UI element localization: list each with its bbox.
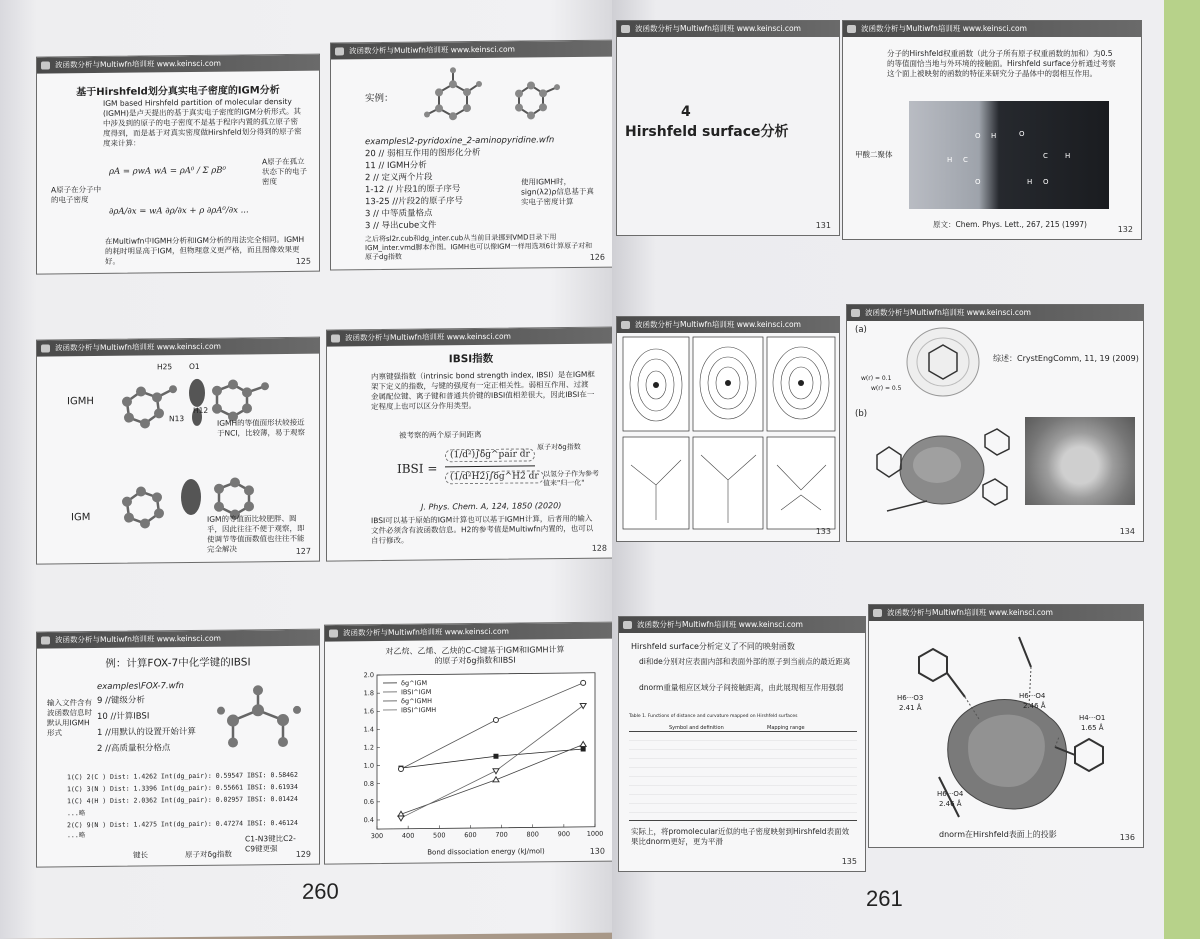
slide-header: 波函数分析与Multiwfn培训班 www.keinsci.com [843,21,1141,37]
data-point [398,766,403,771]
contact-label: H6···O4 [937,790,964,798]
slide-129 [36,629,320,868]
x-tick-label: 700 [495,830,508,839]
slide-header: 波函数分析与Multiwfn培训班 www.keinsci.com [617,21,839,37]
contact-label: H4···O1 [1079,714,1106,722]
slide-header: 波函数分析与Multiwfn培训班 www.keinsci.com [847,305,1143,321]
slide-paragraph: IGM based Hirshfeld partition of molecular density (IGMH)是卢天提出的基于真实电子密度的IGM分析形式。其中涉及到的原子的电子密度不是基于程序内置的孤立原子密度得到，而是基于对真实密度做Hirshfeld划分得到的原子密度来计算： [103,96,302,148]
command-line: examples\FOX-7.wfn [97,681,184,692]
atom-label: O [975,178,981,186]
slide-134 [846,304,1144,542]
slide-number: 129 [295,849,311,859]
slide-header: 波函数分析与Multiwfn培训班 www.keinsci.com [37,630,319,649]
result-row: ...略 [67,831,86,840]
data-point [581,746,586,751]
slide-132 [842,20,1142,240]
reference: J. Phys. Chem. A, 124, 1850 (2020) [421,501,562,512]
x-tick-label: 900 [557,830,571,839]
slide-title: 例：计算FOX-7中化学键的IBSI [105,656,251,670]
slide-131 [616,20,840,236]
molecule-image [419,61,569,133]
contour-plots-image [621,335,837,531]
contact-distance: 1.65 Å [1081,724,1104,732]
slide-number: 132 [1117,225,1133,234]
atom-label-h25: H25 [157,362,173,372]
slide-header: 波函数分析与Multiwfn培训班 www.keinsci.com [37,338,319,357]
slide-paragraph: di和de分别对应表面内部和表面外部的原子到当前点的最近距离 [639,657,851,666]
slide-number: 126 [589,252,605,262]
data-point [581,680,586,685]
command-line: 3 // 中等质量格点 [365,208,433,220]
y-tick-label: 0.4 [363,816,374,825]
hirshfeld-surface-image [909,101,1109,209]
mapping-table [629,731,857,821]
reference: 原文：Chem. Phys. Lett., 267, 215 (1997) [933,220,1087,229]
weight-label: w(r) = 0.1 [861,375,892,382]
side-note: 使用IGMH时，sign(λ2)ρ信息基于真实电子密度计算 [521,177,594,207]
slide-header: 波函数分析与Multiwfn培训班 www.keinsci.com [869,605,1143,621]
slide-number: 133 [815,527,831,536]
table-caption: Table 1. Functions of distance and curvature mapped on Hirshfeld surfaces [629,714,798,719]
contact-distance: 2.41 Å [899,704,922,712]
x-tick-label: 300 [370,831,384,841]
igmh-label: IGMH [67,396,94,408]
y-tick-label: 0.6 [363,797,374,807]
pair-dg-label: 原子对δg指数 [185,849,232,860]
comparison-note: C1-N3键比C2-C9键更强 [245,833,296,854]
contact-distance: 2.46 Å [939,800,962,808]
legend-label: δg^IGM [401,679,428,688]
result-row: ...略 [67,809,86,818]
slide-number: 125 [295,256,311,266]
review-reference: 综述：CrystEngComm, 11, 19 (2009) [993,354,1139,363]
contact-label: H6···O4 [1019,692,1046,700]
slide-header: 波函数分析与Multiwfn培训班 www.keinsci.com [331,41,613,60]
contact-label: H6···O3 [897,694,924,702]
legend-label: IBSI^IGM [401,687,432,697]
command-line: 9 //键级分析 [97,695,145,706]
table-header-definition: Symbol and definition [669,725,724,731]
atom-label-n13: N13 [169,414,185,424]
panel-label-a: (a) [855,325,867,335]
slide-135 [618,616,866,872]
slide-136 [868,604,1144,848]
benzene-surface-image [903,325,983,399]
atom-label: O [975,132,981,140]
igmh-note: IGMH的等值面形状较接近于NCI，比较薄，易于观察 [217,417,306,438]
slide-133 [616,316,840,542]
result-row: 2(C) 9(N ) Dist: 1.4275 Int(dg_pair): 0.47274 IBSI: 0.46124 [67,818,298,830]
slide-paragraph: dnorm重量相应区域分子间接触距离，由此展现相互作用强弱 [639,683,844,692]
slide-number: 131 [815,221,831,230]
h2-reference-label: 以氢分子作为参考值来"归一化" [543,469,599,488]
crystals-photo [1025,417,1135,505]
chapter-number: 4 [681,104,691,120]
slide-title: IBSI指数 [448,352,494,366]
slide-125 [36,54,320,275]
atom-label: C [1043,152,1048,160]
panel-label-b: (b) [855,409,868,419]
contact-distance: 2.46 Å [1023,702,1046,710]
table-header-range: Mapping range [767,725,805,731]
page-number-right: 261 [866,886,903,911]
legend-label: δg^IGMH [401,696,432,706]
page-number-left: 260 [302,878,339,904]
command-line: 1-12 // 片段1的原子序号 [365,184,461,196]
y-tick-label: 1.4 [363,725,374,734]
slide-paragraph: Hirshfeld surface分析定义了不同的映射函数 [631,642,795,651]
result-row: 1(C) 3(N ) Dist: 1.3396 Int(dg_pair): 0.55661 IBSI: 0.61934 [67,782,298,794]
x-axis-label: Bond dissociation energy (kJ/mol) [427,847,545,857]
distance-label: 被考察的两个原子间距离 [399,429,482,440]
atom-label: H [1027,178,1033,186]
slide-paragraph-2: IBSI可以基于原始的IGM计算也可以基于IGMH计算，后者用的输入文件必须含有波函数信息。H2的参考值是Multiwfn内置的，也可以自行修改。 [371,513,594,546]
slide-header: 波函数分析与Multiwfn培训班 www.keinsci.com [619,617,865,633]
input-note: 输入文件含有波函数信息时默认用IGMH形式 [47,698,92,738]
command-line: 3 // 导出cube文件 [365,220,437,232]
slide-header: 波函数分析与Multiwfn培训班 www.keinsci.com [327,328,615,347]
atom-label: H [947,156,953,164]
y-tick-label: 1.8 [363,689,374,698]
x-tick-label: 400 [401,831,415,840]
line-chart [345,667,605,860]
result-row: 1(C) 2(C ) Dist: 1.4262 Int(dg_pair): 0.59547 IBSI: 0.58462 [67,770,298,782]
image-label: 甲酸二聚体 [855,150,893,159]
command-line: 10 //计算IBSI [97,711,150,722]
atom-label: H [1065,152,1071,160]
atom-label-h12: H12 [193,405,209,415]
command-line: 2 // 定义两个片段 [365,172,433,184]
pair-dg-label: 原子对δg指数 [537,442,581,452]
annotation-left: A原子在分子中的电子密度 [51,184,102,205]
slide-number: 135 [841,857,857,866]
bond-length-label: 键长 [133,850,148,860]
slide-paragraph: 内禀键强指数（intrinsic bond strength index, IBSI）是在IGM框架下定义的指数，与键的强度有一定正相关性。弱相互作用、过渡金属配位键、离子键和普通共价键的IBSI值相差很大，因此IBSI在一定程度上也可以区分作用类型。 [371,369,595,412]
slide-header: 波函数分析与Multiwfn培训班 www.keinsci.com [325,623,613,642]
slide-paragraph: 分子的Hirshfeld权重函数（此分子所有原子权重函数的加和）为0.5的等值面恰当地与外环境的接触面。Hirshfeld surface分析通过考察这个面上被映射的函数的特征来研究分子晶体中的弱相互作用。 [887,49,1116,78]
slide-paragraph-2: 在Multiwfn中IGMH分析和IGM分析的用法完全相同。IGMH的耗时明显高于IGM，但物理意义更严格，而且图像效果更好。 [105,234,305,266]
slide-130 [324,622,614,865]
footnote: 实际上，将promolecular近似的电子密度映射到Hirshfeld表面效果比dnorm更好，更为平滑 [631,827,850,846]
y-tick-label: 2.0 [363,671,374,680]
x-tick-label: 1000 [586,829,604,838]
weight-label: w(r) = 0.5 [871,385,902,392]
slide-header: 波函数分析与Multiwfn培训班 www.keinsci.com [37,55,319,74]
result-row: 1(C) 4(H ) Dist: 2.0362 Int(dg_pair): 0.02957 IBSI: 0.01424 [67,794,298,806]
command-line: examples\2-pyridoxine_2-aminopyridine.wfn [365,135,555,148]
equation-1: ρA = ρwA wA = ρA⁰ / Σ ρB⁰ [109,165,226,177]
y-tick-label: 1.2 [363,743,374,752]
chapter-title: Hirshfeld surface分析 [625,124,789,140]
fraction-bar [445,465,535,467]
y-tick-label: 0.8 [363,779,374,788]
slide-number: 134 [1119,527,1135,536]
command-line: 20 // 弱相互作用的图形化分析 [365,147,481,160]
slide-title: 基于Hirshfeld划分真实电子密度的IGM分析 [76,85,280,99]
slide-number: 128 [591,543,607,553]
atom-label-o1: O1 [189,361,200,372]
igm-note: IGM的等值面比较肥胖、圆乎，因此往往不便于观察，即使调节等值面数值也往往不能完全解决 [207,513,305,554]
x-tick-label: 500 [433,831,446,840]
slide-126 [330,40,614,271]
command-line: 13-25 //片段2的原子序号 [365,196,464,208]
ibsi-formula-denominator: (1/d²H2)∫δg^H2 dr [445,470,544,484]
igm-label: IGM [71,512,91,524]
slide-number: 130 [589,846,605,856]
equation-2: ∂ρA/∂x = wA ∂ρ/∂x + ρ ∂ρA⁰/∂x ... [109,205,249,217]
slide-number: 136 [1119,833,1135,842]
slide-number: 127 [295,546,311,556]
slide-header: 波函数分析与Multiwfn培训班 www.keinsci.com [617,317,839,333]
atom-label: O [1019,130,1025,138]
ibsi-formula-numerator: (1/d²)∫δg^pair dr [445,448,535,462]
crystal-surface-image [867,415,1017,525]
command-line: 2 //高质量积分格点 [97,743,171,754]
data-point [493,754,498,759]
right-page [612,0,1164,939]
legend-label: IBSI^IGMH [401,705,437,715]
figure-caption: dnorm在Hirshfeld表面上的投影 [939,830,1057,839]
slide-paragraph: 之后将sl2r.cub和dg_inter.cub从当前目录挪到VMD目录下用IGM_inter.vmd脚本作图。IGMH也可以像IGM一样用选项6计算原子对和原子dg指数 [365,233,593,262]
command-line: 11 // IGMH分析 [365,160,427,172]
x-tick-label: 800 [526,830,539,839]
annotation-right: A原子在孤立状态下的电子密度 [262,156,307,187]
example-label: 实例： [365,92,394,105]
data-point [493,717,498,722]
chart-title: 对乙烷、乙烯、乙炔的C-C键基于IGM和IGMH计算的原子对δg指数和IBSI [385,645,565,666]
ibsi-formula-lhs: IBSI = [397,461,438,476]
fox7-molecule-image [213,680,303,761]
command-line: 1 //用默认的设置开始计算 [97,726,196,738]
atom-label: C [963,156,968,164]
y-tick-label: 1.0 [363,761,374,770]
atom-label: H [991,132,997,140]
x-tick-label: 600 [464,831,477,840]
slide-128 [326,327,616,562]
slide-127 [36,337,320,565]
y-tick-label: 1.6 [363,707,374,716]
atom-label: O [1043,178,1049,186]
